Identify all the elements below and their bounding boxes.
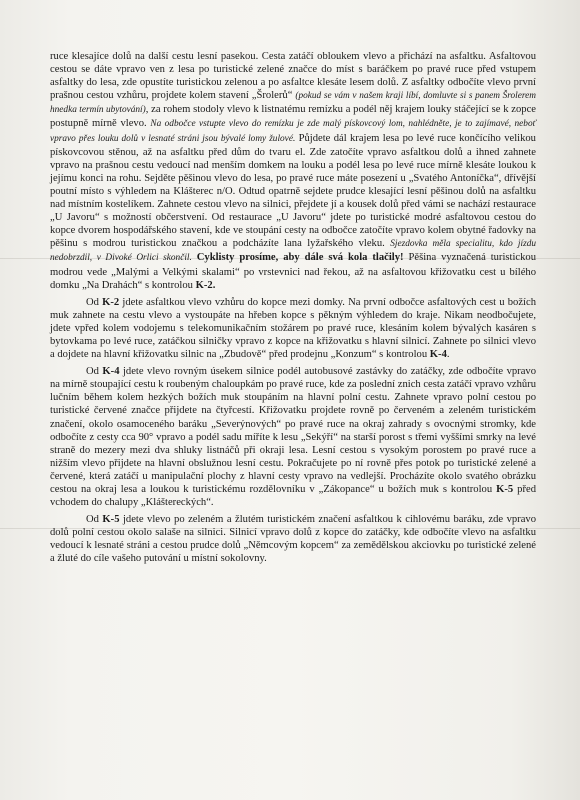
italic-note: Sjezdovka měla specialitu, kdo jízdu nedobrzdil, v Divoké Orlici skončil. bbox=[50, 239, 536, 264]
text-run: jdete asfaltkou vlevo vzhůru do kopce mezi domky. Na první odbočce asfaltových cest u božích muk zahnete na cestu vlevo a vystoupáte na hřeben kopce s pěkným výhledem do kraje. Nikam neodbočujete, jdete vpřed kolem vodojemu s telekomunikačním stožárem po pravé ruce, klesáním kolem bývalých kasáren s bytovkama po levé ruce, zatáčkou silničky vpravo z kopce na křižovatku s hlavní silnicí. Zahnete po silnici vlevo a dojdete na hlavní křižovatku silnic na „Zbudově“ před prodejnu „Konzum“ s kontrolou bbox=[50, 296, 536, 361]
document-body bbox=[50, 50, 536, 570]
text-run: před vchodem do chalupy „Kláštereckých“. bbox=[50, 484, 536, 509]
bold-text: K-5 bbox=[102, 514, 120, 526]
bold-text: K-4 bbox=[429, 349, 447, 361]
bold-text: Cyklisty prosíme, aby dále svá kola tlačily! bbox=[196, 252, 404, 264]
text-run: Od bbox=[86, 514, 103, 526]
text-run: , za rohem stodoly vlevo k listnatému remízku a podél něj krajem louky stáčející se k zopce postupně mírně vlevo. bbox=[50, 104, 536, 130]
text-run: ruce klesajíce dolů na další cestu lesní pasekou. Cesta zatáčí obloukem vlevo a přichází na asfaltku. Asfaltovou cestou se dáte vpravo ven z lesa po turistické zelené značce do míst s baráčkem po pravé ruce před vstupem asfaltky do lesa, zde opustíte turistickou zelenou a po asfaltce klesáte lesem dolů. Z asfaltky odbočíte vlevo první prašnou cestou vzhůru, projdete kolem stavení „Šrolerů“ bbox=[50, 51, 536, 102]
text-run: Od bbox=[86, 366, 103, 378]
text-run: . bbox=[446, 349, 450, 361]
paragraph bbox=[50, 296, 536, 361]
text-run: Půjdete dál krajem lesa po levé ruce končícího velikou pískovcovou stěnou, až na asfaltku před dům do tvaru el. Zde zatočíte vpravo asfaltkou dolů a ihned zahnete vpravo na prašnou cestu vedoucí nad menším domkem na louku a podél lesa po levé ruce mírně klesáte loukou k jejímu konci na rohu. Sejděte pěšinou vlevo do lesa, po pravé ruce máte posezení u „Svatého Antoníčka“, dřívější poutní místo s výhledem na Klášterec n/O. Odtud opatrně sejdete prudce klesající lesní pěšinou dolů na asfaltku nad místním kostelíkem. Zahnete cestou vlevo na silnici, přejdete jí a kousek dolů před vámi se nachází restaurace „U Javoru“ s možností občerstvení. Od restaurace „U Javoru“ jdete po turistické modré asfaltovou cestou do kopce dvorem hospodářského stavení, kde ve stoupání cesty na odbočce zatočíte vpravo kolem obytné řadovky na pěšinu s modrou turistickou značkou a podcházíte lana lyžařského vleku. bbox=[50, 132, 536, 250]
italic-note: (pokud se vám v našem kraji líbí, domluvte si s panem Šrolerem hnedka termín ubytování) bbox=[50, 91, 536, 116]
italic-note: Na odbočce vstupte vlevo do remízku je zde malý pískovcový lom, nahlédněte, je to zajímavé, neboť vpravo přes louku dolů v lesnaté stráni jsou bývalé lomy žulové. bbox=[50, 119, 536, 144]
bold-text: K-4 bbox=[102, 366, 120, 378]
text-run: jdete vlevo rovným úsekem silnice podél autobusové zastávky do zatáčky, zde odbočíte vpravo na mírně stoupající cestu k roubeným chaloupkám po pravé ruce, kde za poslední znich cesta zatáčí vpravo vzhůru lučním během kolem hezkých božích muk stoupáním na hlavní polní cestu. Zahnete vpravo polní cestou po turistické červené značce přijdete na čtyřcestí. Křižovatku projdete rovně po červeném a zeleném turistickém značení, okolo osamoceného baráku „Severýnových“ po pravé ruce na okraj zahrady s ovocnými stromky, kde odbočíte z cesty cca 90° vpravo a podél sadu míříte k lesu „Sekýří“ na starší porost s třemi vyššími smrky na levé straně do mezery mezi dva shluky listnáčů při okraji lesa. Lesní cestou s vysokým porostem po pravé ruce a nižším vlevo přijdete na hlavní obslužnou lesní cestu. Pokračujete po ní rovně přes potok po turistické zelené a červené, která zatáčí u manipulační plochy z hlavní cesty vpravo na vedlejší. Procházíte okolo svatého obrázku cestou na okraj lesa a loukou k turistickému rozdělovníku v „Zákopance“ u božích muk s kontrolou bbox=[50, 366, 536, 495]
bold-text: K-2. bbox=[195, 279, 216, 291]
paragraph bbox=[50, 365, 536, 509]
bold-text: K-5 bbox=[496, 484, 514, 495]
text-run: jdete vlevo po zeleném a žlutém turistickém značení asfaltkou k cihlovému baráku, zde vpravo dolů polní cestou okolo salaše na silnici. Silnicí vpravo dolů z kopce do zatáčky, kde odbočíte vlevo na asfaltku vedoucí k lesnaté stráni a cestou prudce dolů „Němcovým kopcem“ za zemědělskou akciovku po turistické zelené a žluté do cíle vašeho putování u místní sokolovny. bbox=[50, 514, 536, 565]
text-run: Pěšina vyznačená turistickou modrou vede „Malými a Velkými skalami“ po vrstevnici nad řekou, až na asfaltovou křižovatku cest u bílého domku „Na Drahách“ s kontrolou bbox=[50, 252, 537, 291]
paragraph bbox=[50, 513, 536, 565]
paragraph bbox=[50, 50, 536, 292]
text-run: Od bbox=[86, 296, 103, 308]
bold-text: K-2 bbox=[102, 296, 120, 308]
